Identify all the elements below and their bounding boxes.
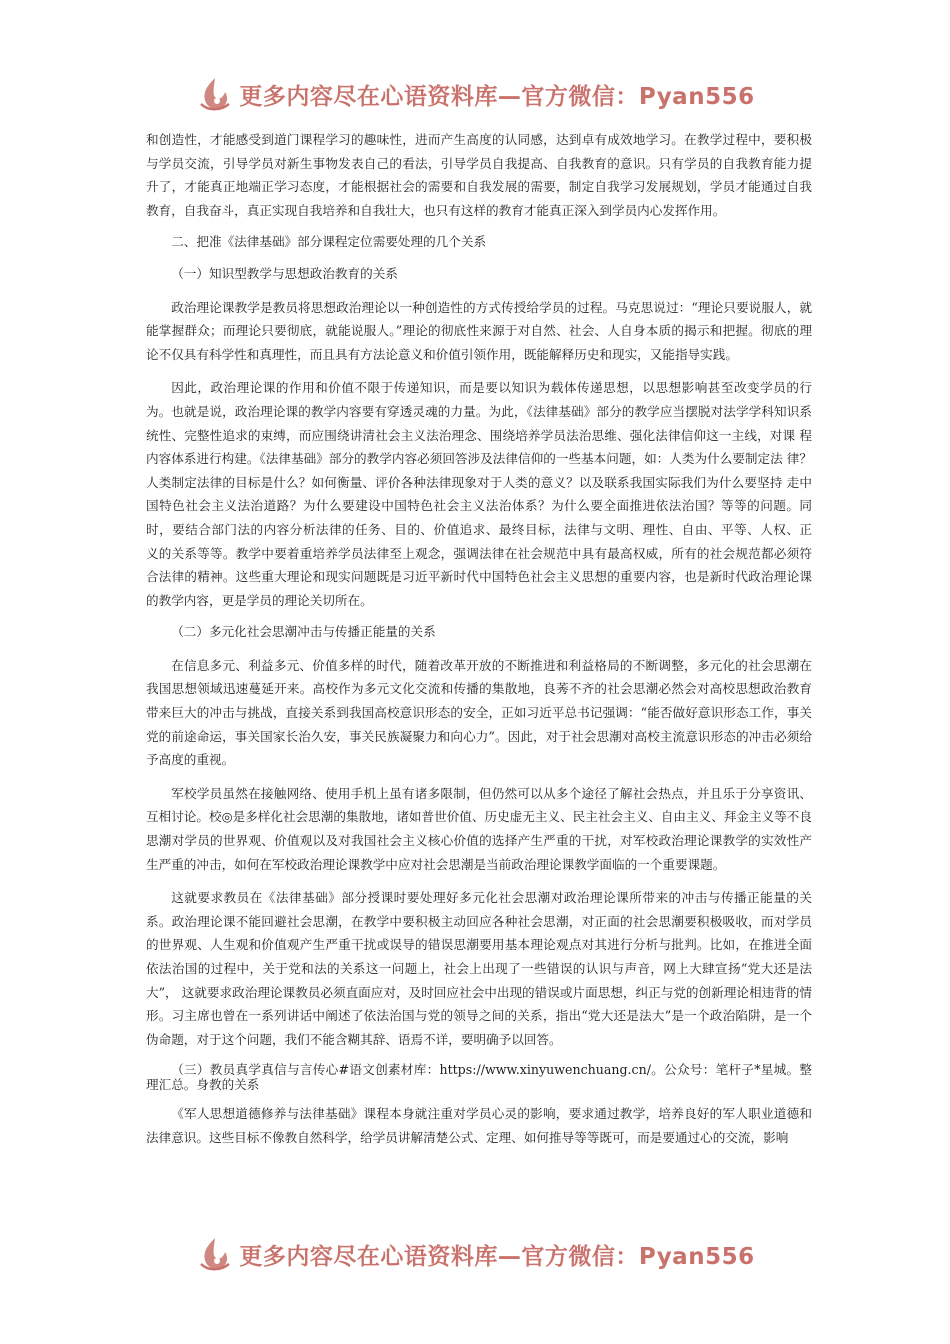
paragraph: 因此，政治理论课的作用和价值不限于传递知识，而是要以知识为载体传递思想，以思想影响甚至改变学员的行为。也就是说，政治理论课的教学内容要有穿透灵魂的力量。为此，《法律基础》部分的教学应当摆脱对法学学科知识系统性、完整性追求的束缚，而应围绕讲清社会主义法治理念、围绕培养学员法治思维、强化法律信仰这一主线，对课 程内容体系进行构建。《法律基础》部分的教学内容必须回答涉及法律信仰的一些基本问题，如：人类为什么要制定法 律？人类制定法律的目标是什么？如何衡量、评价各种法律现象对于人类的意义？以及联系我国实际我们为什么要坚持 走中国特色社会主义法治道路？为什么要建设中国特色社会主义法治体系？为什么要全面推进依法治国？等等的问题。同时，要结合部门法的内容分析法律的任务、目的、价值追求、最终目标，法律与文明、理性、自由、平等、人权、正 义的关系等等。教学中要着重培养学员法律至上观念，强调法律在社会规范中具有最高权威，所有的社会规范都必须符合法律的精神。这些重大理论和现实问题既是习近平新时代中国特色社会主义思想的重要内容，也是新时代政治理论课的教学内容，更是学员的理论关切所在。 (146, 380, 838, 608)
top-banner (0, 72, 950, 116)
subsection-heading: （二）多元化社会思潮冲击与传播正能量的关系 (171, 624, 436, 640)
bottom-banner (0, 1232, 950, 1276)
document-body (146, 128, 838, 1150)
banner-text: 更多内容尽在心语资料库—官方微信：Pyan556 (239, 83, 755, 110)
paragraph-continuation: 和创造性，才能感受到道门课程学习的趣味性，进而产生高度的认同感，达到卓有成效地学习。在教学过程中，要积极与学员交流，引导学员对新生事物发表自己的看法，引导学员自我提高、自我教育的意识。只有学员的自我教育能力提升了，才能真正地端正学习态度，才能根据社会的需要和自我发展的需要，制定自我学习发展规划，学员才能通过自我教育，自我奋斗，真正实现自我培养和自我壮大，也只有这样的教育才能真正深入到学员内心发挥作用。 (146, 132, 812, 218)
paragraph: 《军人思想道德修养与法律基础》课程本身就注重对学员心灵的影响，要求通过教学，培养良好的军人职业道德和法律意识。这些目标不像教自然科学，给学员讲解清楚公式、定理、如何推导等等既可，而是要通过心的交流，影响 (146, 1106, 812, 1145)
banner-text: 更多内容尽在心语资料库—官方微信：Pyan556 (239, 1243, 755, 1270)
section-heading: 二、把准《法律基础》部分课程定位需要处理的几个关系 (171, 234, 487, 250)
flame-swirl-logo-icon (195, 1234, 235, 1274)
paragraph: 在信息多元、利益多元、价值多样的时代，随着改革开放的不断推进和利益格局的不断调整，多元化的社会思潮在我国思想领域迅速蔓延开来。高校作为多元文化交流和传播的集散地，良莠不齐的社会思潮必然会对高校思想政治教育带来巨大的冲击与挑战，直接关系到我国高校意识形态的安全，正如习近平总书记强调：“能否做好意识形态工作，事关党的前途命运，事关国家长治久安，事关民族凝聚力和向心力”。因此，对于社会思潮对高校主流意识形态的冲击必须给予高度的重视。 (146, 657, 812, 768)
paragraph: 军校学员虽然在接触网络、使用手机上虽有诸多限制，但仍然可以从多个途径了解社会热点，并且乐于分享资讯、互相讨论。校◎是多样化社会思潮的集散地，诸如普世价值、历史虚无主义、民主社会主义、自由主义、拜金主义等不良思潮对学员的世界观、价值观以及对我国社会主义核心价值的选择产生严重的干扰，对军校政治理论课教学的实效性产生严重的冲击，如何在军校政治理论课教学中应对社会思潮是当前政治理论课教学面临的一个重要课题。 (146, 785, 812, 872)
subsection-heading: （三）教员真学真信与言传心#语文创素材库：https://www.xinyuwenchuang.cn/。公众号：笔杆子*星城。整理汇总。身教的关系 (146, 1062, 812, 1092)
paragraph: 这就要求教员在《法律基础》部分授课时要处理好多元化社会思潮对政治理论课所带来的冲击与传播正能量的关系。政治理论课不能回避社会思潮，在教学中要积极主动回应各种社会思潮，对正面的社会思潮要积极吸收，而对学员的世界观、人生观和价值观产生严重干扰或误导的错误思潮要用基本理论观点对其进行分析与批判。比如，在推进全面依法治国的过程中，关于党和法的关系这一问题上，社会上出现了一些错误的认识与声音，网上大肆宣扬“党大还是法大”， 这就要求政治理论课教员必须直面应对，及时回应社会中出现的错误或片面思想，纠正与党的创新理论相违背的情形。习主席也曾在一系列讲话中阐述了依法治国与党的领导之间的关系，指出“党大还是法大”是一个政治陷阱，是一个伪命题，对于这个问题，我们不能含糊其辞、语焉不详，要明确予以回答。 (146, 890, 812, 1047)
flame-swirl-logo-icon (195, 74, 235, 114)
paragraph: 政治理论课教学是教员将思想政治理论以一种创造性的方式传授给学员的过程。马克思说过：“理论只要说服人，就能掌握群众；而理论只要彻底，就能说服人。”理论的彻底性来源于对自然、社会、人自身本质的揭示和把握。彻底的理论不仅具有科学性和真理性，而且具有方法论意义和价值引领作用，既能解释历史和现实，又能指导实践。 (146, 299, 812, 362)
subsection-heading: （一）知识型教学与思想政治教育的关系 (171, 265, 398, 281)
